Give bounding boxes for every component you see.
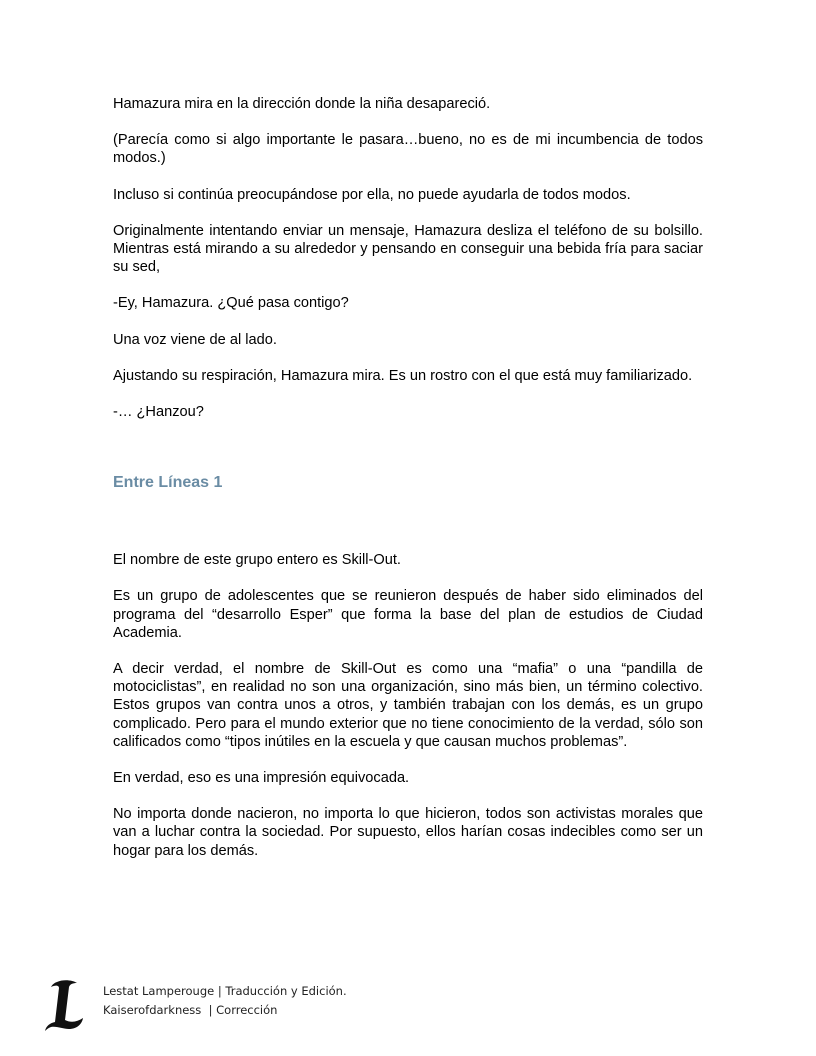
footer-credits	[103, 982, 347, 1020]
paragraph: Hamazura mira en la dirección donde la niña desapareció.	[113, 96, 491, 112]
paragraph: A decir verdad, el nombre de Skill-Out es como una “mafia” o una “pandilla de motociclistas”, en realidad no son una organización, sino más bien, un término colectivo. Estos grupos van contra unos a otros, y también trabajan con los demás, es un grupo complicado. Pero para el mundo exterior que no tiene conocimiento de la verdad, sólo son calificados como “tipos inútiles en la escuela y que causan muchos problemas”.	[113, 661, 703, 750]
paragraph: (Parecía como si algo importante le pasara…bueno, no es de mi incumbencia de todos modos.)	[113, 132, 703, 167]
footer-line-translation: Lestat Lamperouge | Traducción y Edición.	[103, 984, 347, 998]
spacer	[113, 493, 703, 551]
paragraph: -Ey, Hamazura. ¿Qué pasa contigo?	[113, 295, 349, 312]
paragraph: -… ¿Hanzou?	[113, 404, 204, 421]
paragraph: Es un grupo de adolescentes que se reunieron después de haber sido eliminados del programa del “desarrollo Esper” que forma la base del plan de estudios de Ciudad Academia.	[113, 588, 703, 641]
document-body	[113, 95, 703, 878]
footer-line-correction: Kaiserofdarkness | Corrección	[103, 1003, 278, 1017]
paragraph: Una voz viene de al lado.	[113, 331, 277, 348]
paragraph: El nombre de este grupo entero es Skill-Out.	[113, 552, 401, 569]
section-heading: Entre Líneas 1	[113, 474, 223, 492]
paragraph: Ajustando su respiración, Hamazura mira. Es un rostro con el que está muy familiarizado.	[113, 367, 693, 384]
paragraph: No importa donde nacieron, no importa lo que hicieron, todos son activistas morales que van a luchar contra la sociedad. Por supuesto, ellos harían cosas indecibles como ser un hogar para los demás.	[113, 806, 703, 859]
page-footer	[40, 978, 540, 1038]
paragraph: Incluso si continúa preocupándose por ella, no puede ayudarla de todos modos.	[113, 186, 631, 203]
paragraph: En verdad, eso es una impresión equivocada.	[113, 770, 410, 787]
gothic-L-logo-icon	[43, 978, 87, 1032]
paragraph: Originalmente intentando enviar un mensaje, Hamazura desliza el teléfono de su bolsillo. Mientras está mirando a su alrededor y pensando en conseguir una bebida fría para saciar su sed,	[113, 222, 703, 276]
